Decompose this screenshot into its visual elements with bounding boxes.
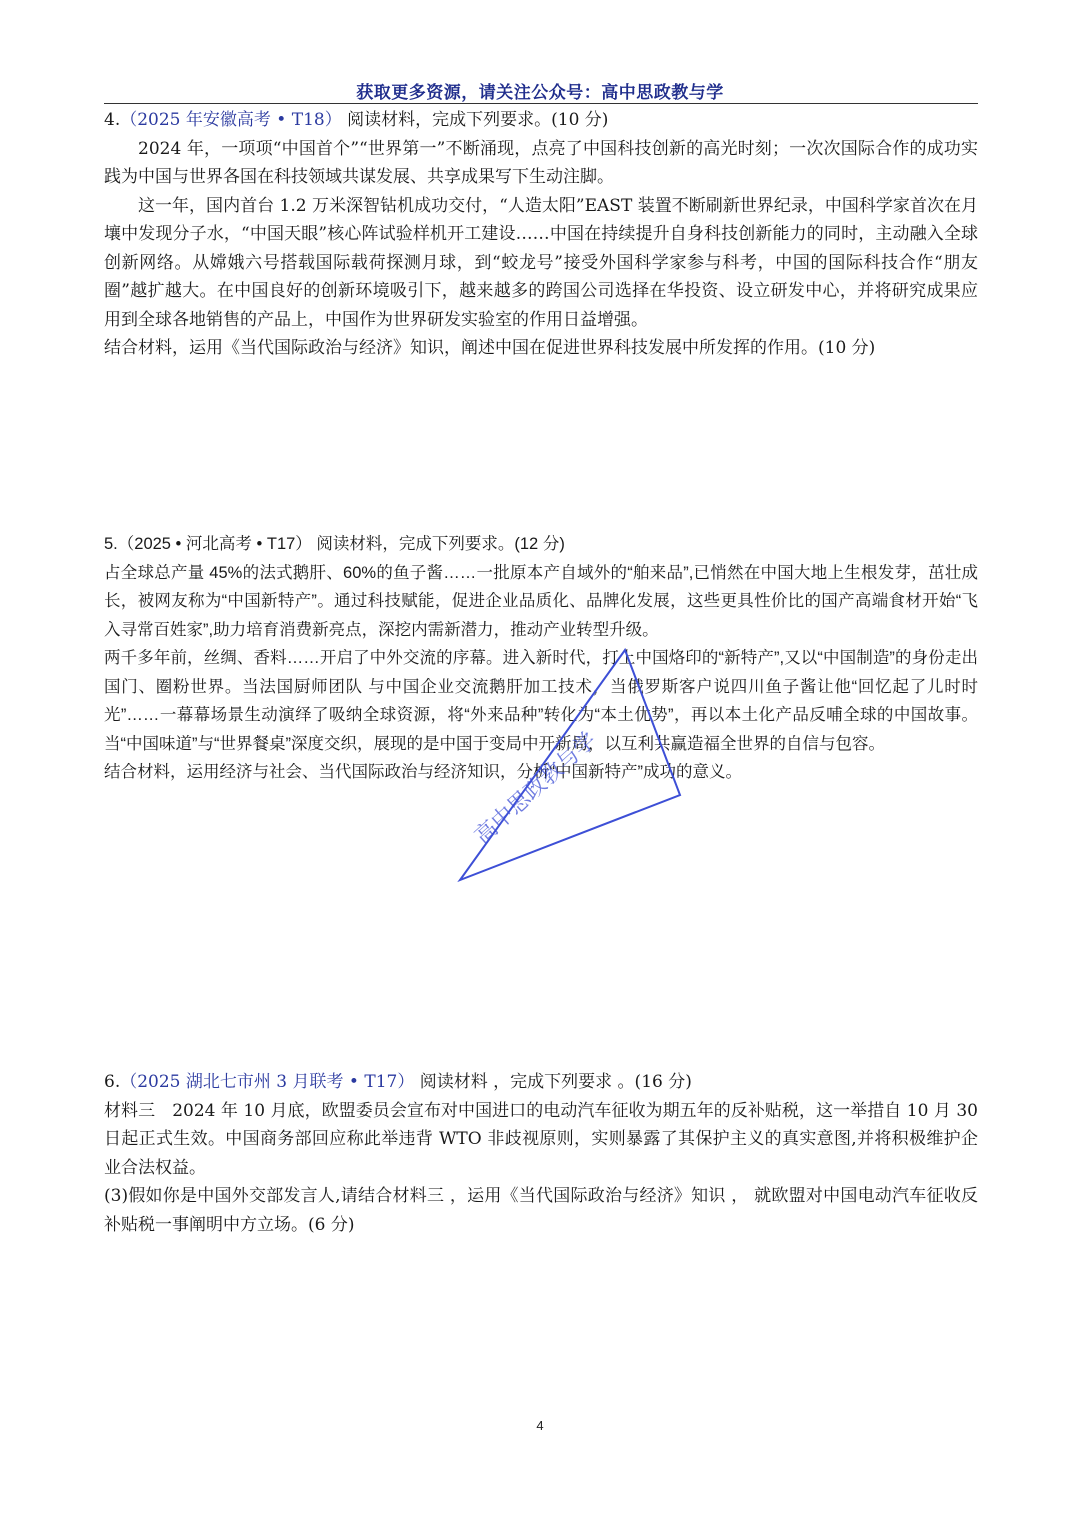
question-6 xyxy=(104,1068,978,1239)
question-4 xyxy=(104,106,978,363)
question-6-paragraph-1: 材料三 2024 年 10 月底，欧盟委员会宣布对中国进口的电动汽车征收为期五年的反补贴税，这一举措自 10 月 30 日起正式生效。中国商务部回应称此举违背 WTO 非歧视原则，实则暴露了其保护主义的真实意图,并将积极维护企业合法权益。 xyxy=(104,1100,978,1178)
question-4-number: 4. xyxy=(104,110,121,130)
header-rule xyxy=(104,103,978,104)
question-4-source: （2025 年安徽高考 • T18） xyxy=(120,110,342,130)
question-5-instruction: 阅读材料，完成下列要求。(12 分) xyxy=(316,535,565,553)
page-number: 4 xyxy=(536,1418,544,1433)
question-5-source: （2025 • 河北高考 • T17） xyxy=(117,535,312,553)
question-6-source: （2025 湖北七市州 3 月联考 • T17） xyxy=(120,1072,415,1092)
watermark-text: 高中思政教与学 xyxy=(470,727,602,850)
question-6-number: 6. xyxy=(104,1072,121,1092)
question-6-instruction: 阅读材料 ，完成下列要求 。(16 分) xyxy=(419,1072,692,1092)
question-4-paragraph-2: 这一年，国内首台 1.2 万米深智钻机成功交付，“人造太阳”EAST 装置不断刷新世界纪录，中国科学家首次在月壤中发现分子水，“中国天眼”核心阵试验样机开工建设……中国在持续提升自身科技创新能力的同时，主动融入全球创新网络。从嫦娥六号搭载国际载荷探测月球，到“蛟龙号”接受外国科学家参与科考，中国的国际科技合作“朋友圈”越扩越大。在中国良好的创新环境吸引下，越来越多的跨国公司选择在华投资、设立研发中心，并将研究成果应用到全球各地销售的产品上，中国作为世界研发实验室的作用日益增强。 xyxy=(104,195,978,330)
question-4-paragraph-1: 2024 年，一项项“中国首个”“世界第一”不断涌现，点亮了中国科技创新的高光时刻；一次次国际合作的成功实践为中国与世界各国在科技领域共谋发展、共享成果写下生动注脚。 xyxy=(104,138,978,187)
question-6-stem xyxy=(104,1068,978,1097)
question-5-stem xyxy=(104,530,978,559)
question-4-prompt: 结合材料，运用《当代国际政治与经济》知识，阐述中国在促进世界科技发展中所发挥的作用。(10 分) xyxy=(104,338,876,358)
question-5-paragraph-2: 两千多年前，丝绸、香料……开启了中外交流的序幕。进入新时代，打上中国烙印的“新特产”,又以“中国制造”的身份走出国门、圈粉世界。当法国厨师团队 与中国企业交流鹅肝加工技术，当俄罗斯客户说四川鱼子酱让他“回忆起了儿时时 光”……一幕幕场景生动演绎了吸纳全球资源，将“外来品种”转化为“本土优势”，再以本土化产品反哺全球的中国故事。当“中国味道”与“世界餐桌”深度交织，展现的是中国于变局中开新局，以互利共赢造福全世界的自信与包容。 xyxy=(104,649,978,753)
question-5 xyxy=(104,530,978,787)
question-4-stem xyxy=(104,106,978,135)
question-5-prompt: 结合材料，运用经济与社会、当代国际政治与经济知识，分析“中国新特产”成功的意义。 xyxy=(104,763,742,781)
question-5-paragraph-1: 占全球总产量 45%的法式鹅肝、60%的鱼子酱……一批原本产自域外的“舶来品”,已悄然在中国大地上生根发芽，茁壮成长，被网友称为“中国新特产”。通过科技赋能，促进企业品质化、品牌化发展，这些更具性价比的国产高端食材开始“飞入寻常百姓家”,助力培育消费新亮点，深挖内需新潜力，推动产业转型升级。 xyxy=(104,563,978,639)
question-4-instruction: 阅读材料，完成下列要求。(10 分) xyxy=(347,110,609,130)
question-6-prompt: (3)假如你是中国外交部发言人,请结合材料三 ，运用《当代国际政治与经济》知识 ， 就欧盟对中国电动汽车征收反补贴税一事阐明中方立场。(6 分) xyxy=(104,1186,978,1235)
question-5-number: 5. xyxy=(104,535,118,553)
header-banner: 获取更多资源，请关注公众号：高中思政教与学 xyxy=(356,83,724,103)
